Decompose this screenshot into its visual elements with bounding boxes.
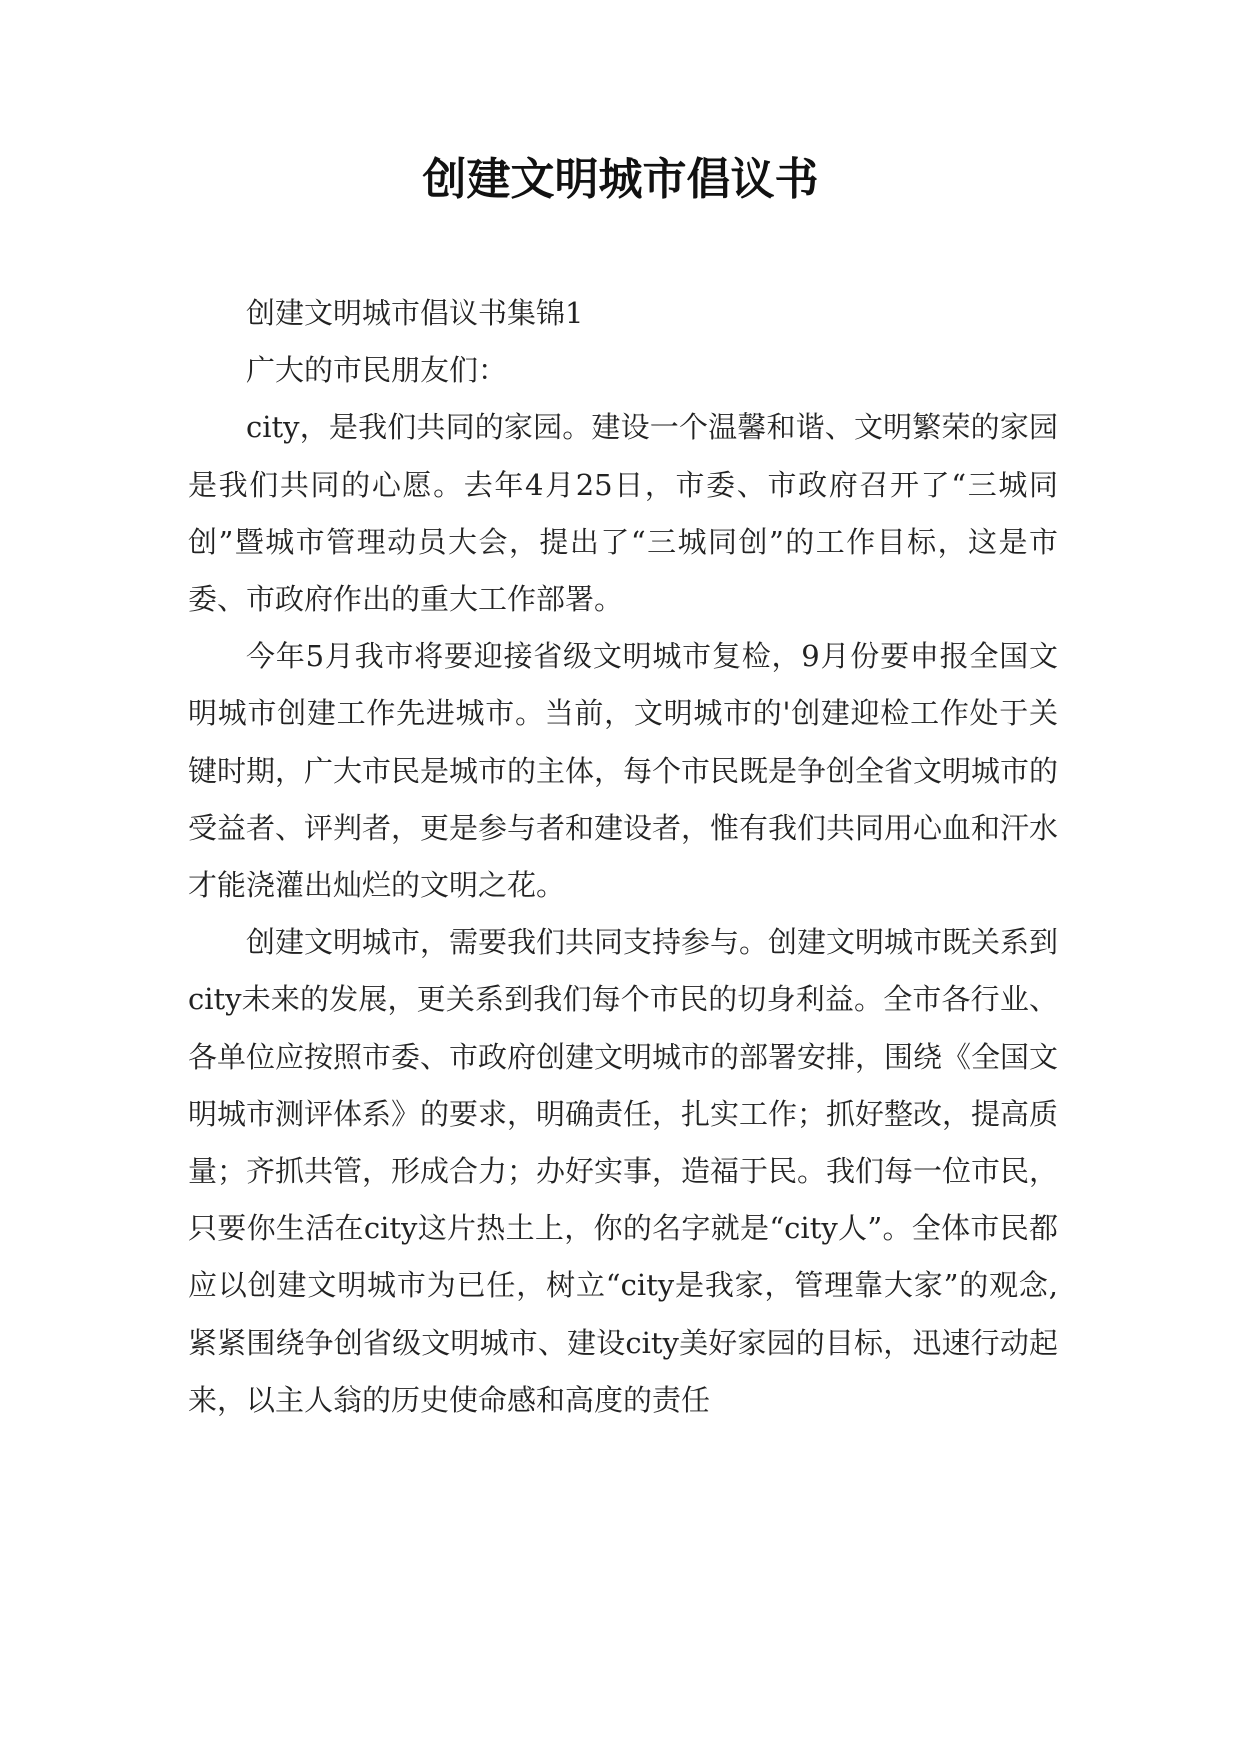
document-body (188, 285, 1058, 1429)
paragraph: 创建文明城市，需要我们共同支持参与。创建文明城市既关系到city未来的发展，更关系到我们每个市民的切身利益。全市各行业、各单位应按照市委、市政府创建文明城市的部署安排，围绕《全国文明城市测评体系》的要求，明确责任，扎实工作；抓好整改，提高质量；齐抓共管，形成合力；办好实事，造福于民。我们每一位市民，只要你生活在city这片热土上，你的名字就是“city人”。全体市民都应以创建文明城市为已任，树立“city是我家，管理靠大家”的观念,紧紧围绕争创省级文明城市、建设city美好家园的目标，迅速行动起来，以主人翁的历史使命感和高度的责任 (188, 925, 1059, 1417)
paragraph: 今年5月我市将要迎接省级文明城市复检，9月份要申报全国文明城市创建工作先进城市。当前，文明城市的'创建迎检工作处于关键时期，广大市民是城市的主体，每个市民既是争创全省文明城市的受益者、评判者，更是参与者和建设者，惟有我们共同用心血和汗水才能浇灌出灿烂的文明之花。 (188, 639, 1059, 903)
paragraph-salutation: 广大的市民朋友们： (246, 353, 508, 388)
paragraph: city，是我们共同的家园。建设一个温馨和谐、文明繁荣的家园是我们共同的心愿。去年4月25日，市委、市政府召开了“三城同创”暨城市管理动员大会，提出了“三城同创”的工作目标，这是市委、市政府作出的重大工作部署。 (188, 410, 1058, 617)
document-title: 创建文明城市倡议书 (422, 154, 819, 205)
paragraph-heading: 创建文明城市倡议书集锦1 (246, 296, 584, 330)
